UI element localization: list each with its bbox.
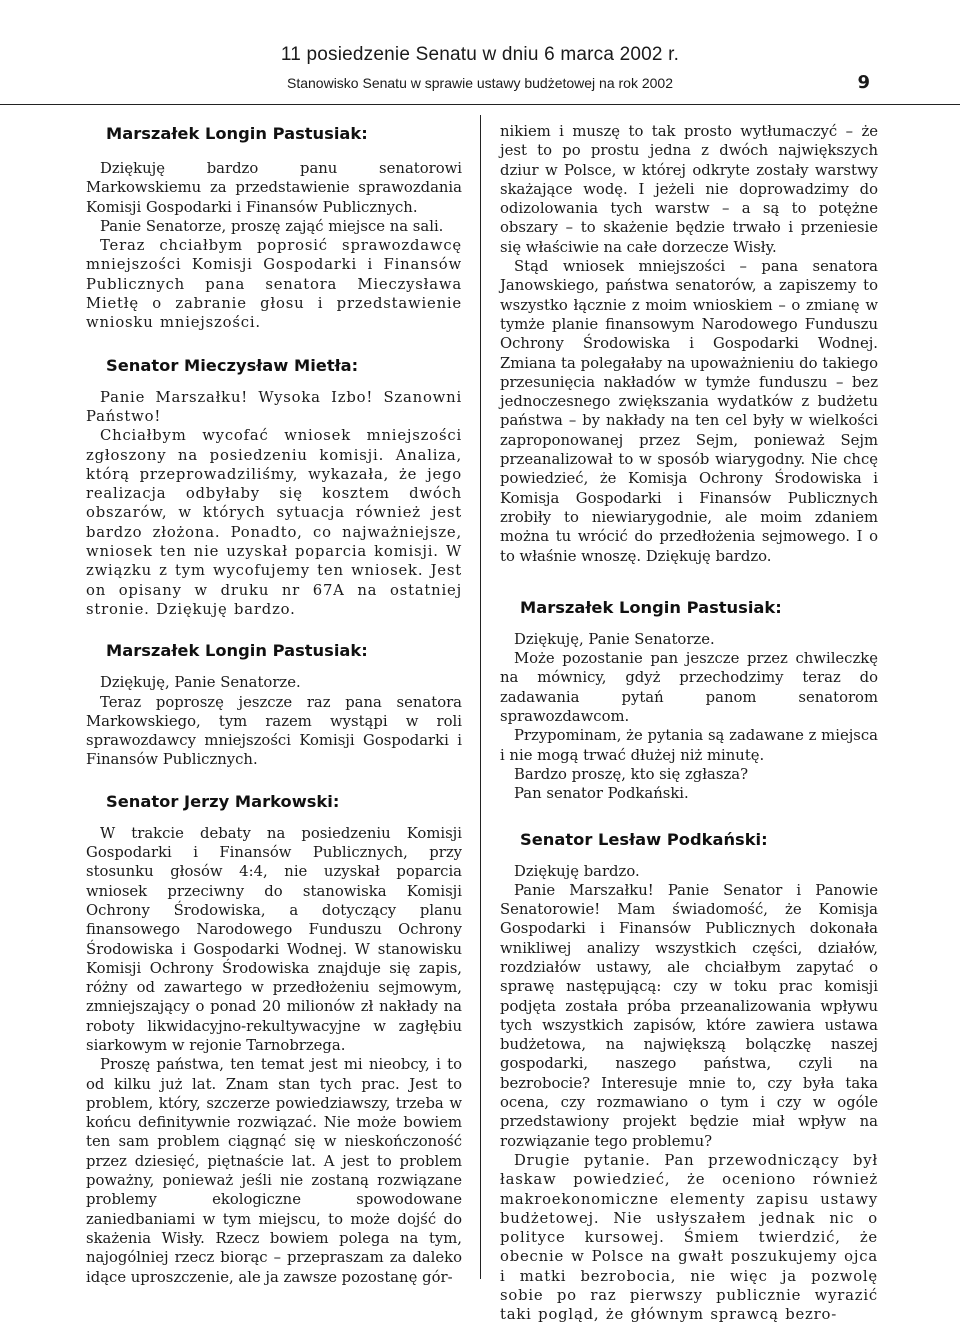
paragraph: Drugie pytanie. Pan przewodniczący był łaskaw powiedzieć, że oceniono również makroekonomiczne elementy zapisu ustawy budżetowej. Nie usłyszałem jednak nic o polityce kursowej. Śmiem twierdzić, że obecnie w Polsce na gwałt poszukujemy ojca i matki bezrobocia, nie więc ja pozwolę sobie po raz pierwszy publicznie wyrazić taki pogląd, że głównym sprawcą bezro-: [500, 1151, 878, 1324]
paragraph: nikiem i muszę to tak prosto wytłumaczyć – że jest to po prostu jedna z dwóch największych dziur w Polsce, w której odkryte zostały warstwy skażające wodę. I jeżeli nie doprowadzimy do odizolowania tych warstw – a są to potężne obszary – to skażenie będzie trwało i przeniesie się właściwie na całe dorzecze Wisły.: [500, 123, 878, 256]
paragraph: Przypominam, że pytania są zadawane z miejsca i nie mogą trwać dłużej niż minutę.: [500, 727, 878, 764]
paragraph: Teraz poproszę jeszcze raz pana senatora Markowskiego, tym razem wystąpi w roli sprawozdawcy mniejszości Komisji Gospodarki i Finansów Publicznych.: [86, 693, 462, 769]
speaker-heading: Senator Mieczysław Mietła:: [106, 355, 359, 375]
page-number: 9: [857, 72, 870, 93]
paragraph: Chciałbym wycofać wniosek mniejszości zgłoszony na posiedzeniu komisji. Analiza, którą przeprowadziliśmy, wykazała, że jego realizacja odbyłaby się kosztem dwóch obszarów, w których sytuacja również jest bardzo złożona. Ponadto, co najważniejsze, wniosek ten nie uzyskał poparcia komisji. W związku z tym wycofujemy ten wniosek. Jest on opisany w druku nr 67A na ostatniej stronie. Dziękuję bardzo.: [86, 427, 462, 618]
right-column: [500, 122, 878, 1325]
paragraph: Panie Marszałku! Wysoka Izbo! Szanowni Państwo!: [86, 388, 462, 425]
paragraph: Panie Senatorze, proszę zająć miejsce na sali.: [100, 217, 444, 235]
speaker-heading: Senator Lesław Podkański:: [520, 829, 768, 849]
paragraph: Dziękuję, Panie Senatorze.: [514, 630, 715, 648]
paragraph: Teraz chciałbym poprosić sprawozdawcę mniejszości Komisji Gospodarki i Finansów Publicznych pana senatora Mieczysława Mietłę o zabranie głosu i przedstawienie wniosku mniejszości.: [86, 237, 462, 332]
speaker-heading: Marszałek Longin Pastusiak:: [106, 641, 368, 661]
paragraph: Dziękuję bardzo.: [514, 862, 640, 880]
paragraph: Dziękuję, Panie Senatorze.: [100, 674, 301, 692]
speaker-heading: Marszałek Longin Pastusiak:: [520, 597, 782, 617]
speaker-heading: Senator Jerzy Markowski:: [106, 791, 340, 811]
header-rule: [0, 104, 960, 105]
paragraph: Dziękuję bardzo panu senatorowi Markowskiemu za przedstawienie sprawozdania Komisji Gospodarki i Finansów Publicznych.: [86, 160, 462, 216]
paragraph: Bardzo proszę, kto się zgłasza?: [514, 765, 748, 783]
paragraph: Panie Marszałku! Panie Senator i Panowie Senatorowie! Mam świadomość, że Komisja Gospodarki i Finansów Publicznych dokonała wnikliwej analizy wszystkich części, działów, rozdziałów ustawy, ale chciałbym zapytać o sprawę następującą: czy w toku prac komisji podjęta została próba przeanalizowania wpływu tych wszystkich zapisów, które zawiera ustawa budżetowa, na największą bolączkę naszej gospodarki, naszego państwa, czyli na bezrobocie? Interesuje mnie to, czy była taka ocena, czy rozmawiano o tym i czy w ogóle przedstawiony projekt będzie miał wpływ na rozwiązanie tego problemu?: [500, 881, 878, 1150]
speaker-heading: Marszałek Longin Pastusiak:: [106, 124, 368, 143]
paragraph: Stąd wniosek mniejszości – pana senatora Janowskiego, państwa senatorów, a zapiszemy to wszystko łącznie z moim wnioskiem – o zmianę w tymże planie finansowym Narodowego Funduszu Ochrony Środowiska i Gospodarki Wodnej. Zmiana ta polegałaby na upoważnieniu do takiego przesunięcia nakładów w tymże funduszu – bez jednoczesnego zwiększania wydatków z budżetu państwa – by nakłady na ten cel były w wielkości zaproponowanej przez Sejm, ponieważ Sejm przeanalizował to w sposób wiarygodny. Nie chcę powiedzieć, że Komisja Ochrony Środowiska i Komisja Gospodarki i Finansów Publicznych zrobiły to niewiarygodnie, ale moim zdaniem można tu wrócić do przedłożenia sejmowego. I o to właśnie wnoszę. Dziękuję bardzo.: [500, 258, 878, 565]
column-divider: [480, 115, 481, 1279]
paragraph: Proszę państwa, ten temat jest mi nieobcy, i to od kilku już lat. Znam stan tych prac. Jest to problem, który, szczerze powiedziawszy, trzeba w końcu definitywnie rozwiązać. Nie może bowiem ten sam problem ciągnąć się w nieskończoność przez dziesięć, piętnaście lat. A jest to problem poważny, ponieważ jeśli nie zostaną rozwiązane problemy ekologiczne spowodowane zaniedbaniami w tym miejscu, to może dojść do skażenia Wisły. Rzecz bowiem polega na tym, najogólniej rzecz biorąc – przepraszam za daleko idące uproszczenie, ale ja zawsze pozostanę gór-: [86, 1056, 462, 1286]
left-column: [86, 122, 462, 1287]
running-title: 11 posiedzenie Senatu w dniu 6 marca 2002 r.: [280, 44, 680, 65]
paragraph: W trakcie debaty na posiedzeniu Komisji Gospodarki i Finansów Publicznych, przy stosunku głosów 4:4, nie uzyskał poparcia wniosek przeciwny do stanowiska Komisji Ochrony Środowiska, a dotyczący planu finansowego Narodowego Funduszu Ochrony Środowiska i Gospodarki Wodnej. W stanowisku Komisji Ochrony Środowiska znajduje się zapis, różny od zawartego w przedłożeniu sejmowym, zmniejszający o ponad 20 milionów zł nakłady na roboty likwidacyjno-rekultywacyjne w zagłębiu siarkowym w rejonie Tarnobrzega.: [86, 824, 462, 1054]
paragraph: Może pozostanie pan jeszcze przez chwileczkę na mównicy, gdyż przechodzimy teraz do zadawania pytań panom senatorom sprawozdawcom.: [500, 650, 878, 726]
running-subtitle: Stanowisko Senatu w sprawie ustawy budżetowej na rok 2002: [287, 75, 673, 91]
page-header: [0, 0, 960, 110]
paragraph: Pan senator Podkański.: [514, 785, 689, 803]
